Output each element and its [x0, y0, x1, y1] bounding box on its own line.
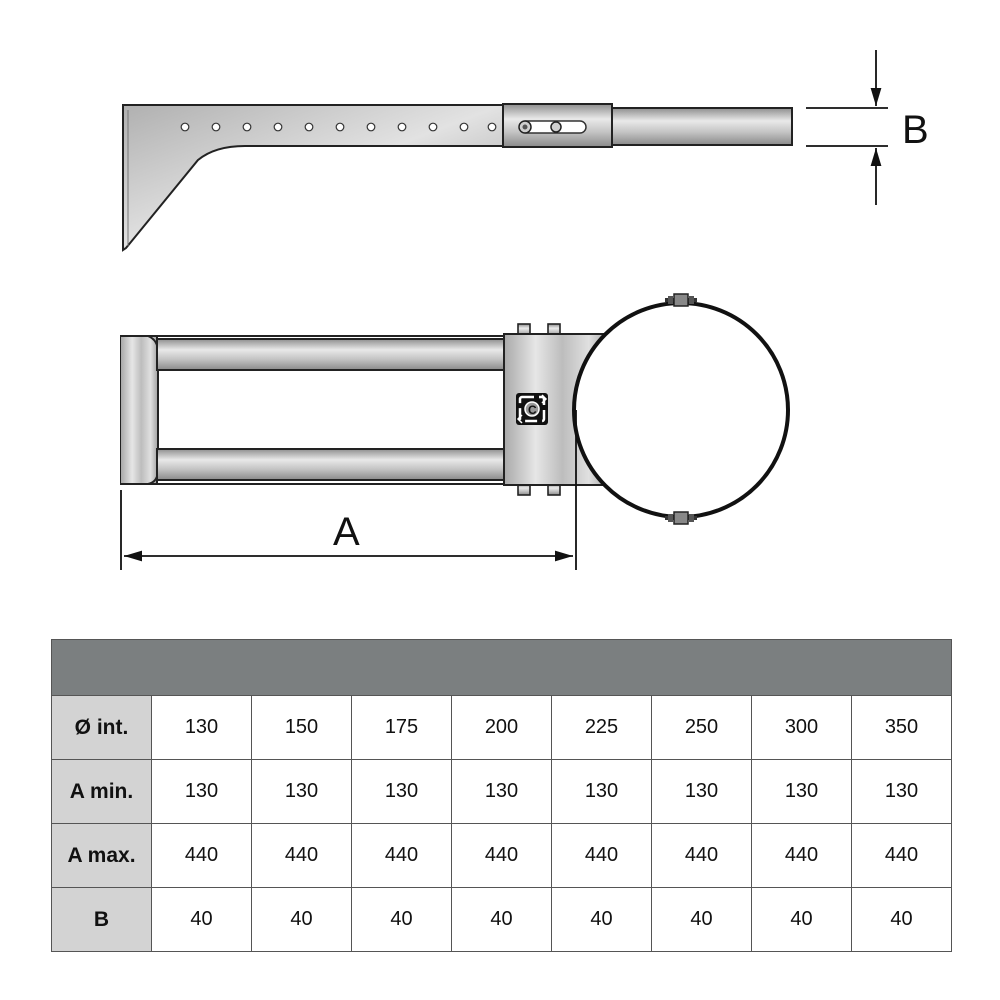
- table-cell: 440: [552, 824, 652, 888]
- table-cell: 130: [252, 760, 352, 824]
- upper-arm: [157, 339, 504, 370]
- table-header-cell: [52, 640, 952, 696]
- pipe-clamp-ring: [574, 303, 788, 517]
- dimension-a-label: A: [333, 510, 360, 554]
- specification-table: [51, 639, 952, 952]
- table-row: [52, 760, 952, 824]
- table-cell: 440: [252, 824, 352, 888]
- table-cell: 130: [152, 696, 252, 760]
- table-cell: 300: [752, 696, 852, 760]
- table-cell: 130: [552, 760, 652, 824]
- table-cell: 40: [352, 888, 452, 952]
- bracket-side-view: [123, 104, 792, 250]
- table-cell: 250: [652, 696, 752, 760]
- table-cell: 40: [152, 888, 252, 952]
- table-cell: 200: [452, 696, 552, 760]
- table-cell: 440: [152, 824, 252, 888]
- table-cell: 40: [552, 888, 652, 952]
- table-cell: 40: [752, 888, 852, 952]
- dimension-b: [806, 50, 888, 205]
- table-row: [52, 696, 952, 760]
- table-header-band: [52, 640, 952, 696]
- table-row: [52, 824, 952, 888]
- clamp-strap-side: [612, 108, 792, 145]
- table-cell: 130: [652, 760, 752, 824]
- table-cell: 40: [252, 888, 352, 952]
- table-cell: 440: [452, 824, 552, 888]
- row-header: A min.: [52, 760, 152, 824]
- table-cell: 40: [652, 888, 752, 952]
- table-cell: 350: [852, 696, 952, 760]
- table-cell: 440: [752, 824, 852, 888]
- table-cell: 150: [252, 696, 352, 760]
- lower-arm: [157, 449, 504, 480]
- table-cell: 130: [852, 760, 952, 824]
- adjustable-symbol-icon: [516, 393, 548, 425]
- table-cell: 40: [852, 888, 952, 952]
- row-header: Ø int.: [52, 696, 152, 760]
- table-cell: 40: [452, 888, 552, 952]
- table-cell: 440: [852, 824, 952, 888]
- table-cell: 440: [352, 824, 452, 888]
- row-header: A max.: [52, 824, 152, 888]
- table-body: [52, 696, 952, 952]
- table-cell: 130: [452, 760, 552, 824]
- dimension-b-label: B: [902, 108, 929, 152]
- table-cell: 130: [352, 760, 452, 824]
- bracket-plan-view: [121, 294, 788, 524]
- svg-text:C: C: [528, 403, 537, 417]
- table-cell: 130: [752, 760, 852, 824]
- table-cell: 440: [652, 824, 752, 888]
- table-cell: 175: [352, 696, 452, 760]
- table-row: [52, 888, 952, 952]
- table-cell: 130: [152, 760, 252, 824]
- table-cell: 225: [552, 696, 652, 760]
- row-header: B: [52, 888, 152, 952]
